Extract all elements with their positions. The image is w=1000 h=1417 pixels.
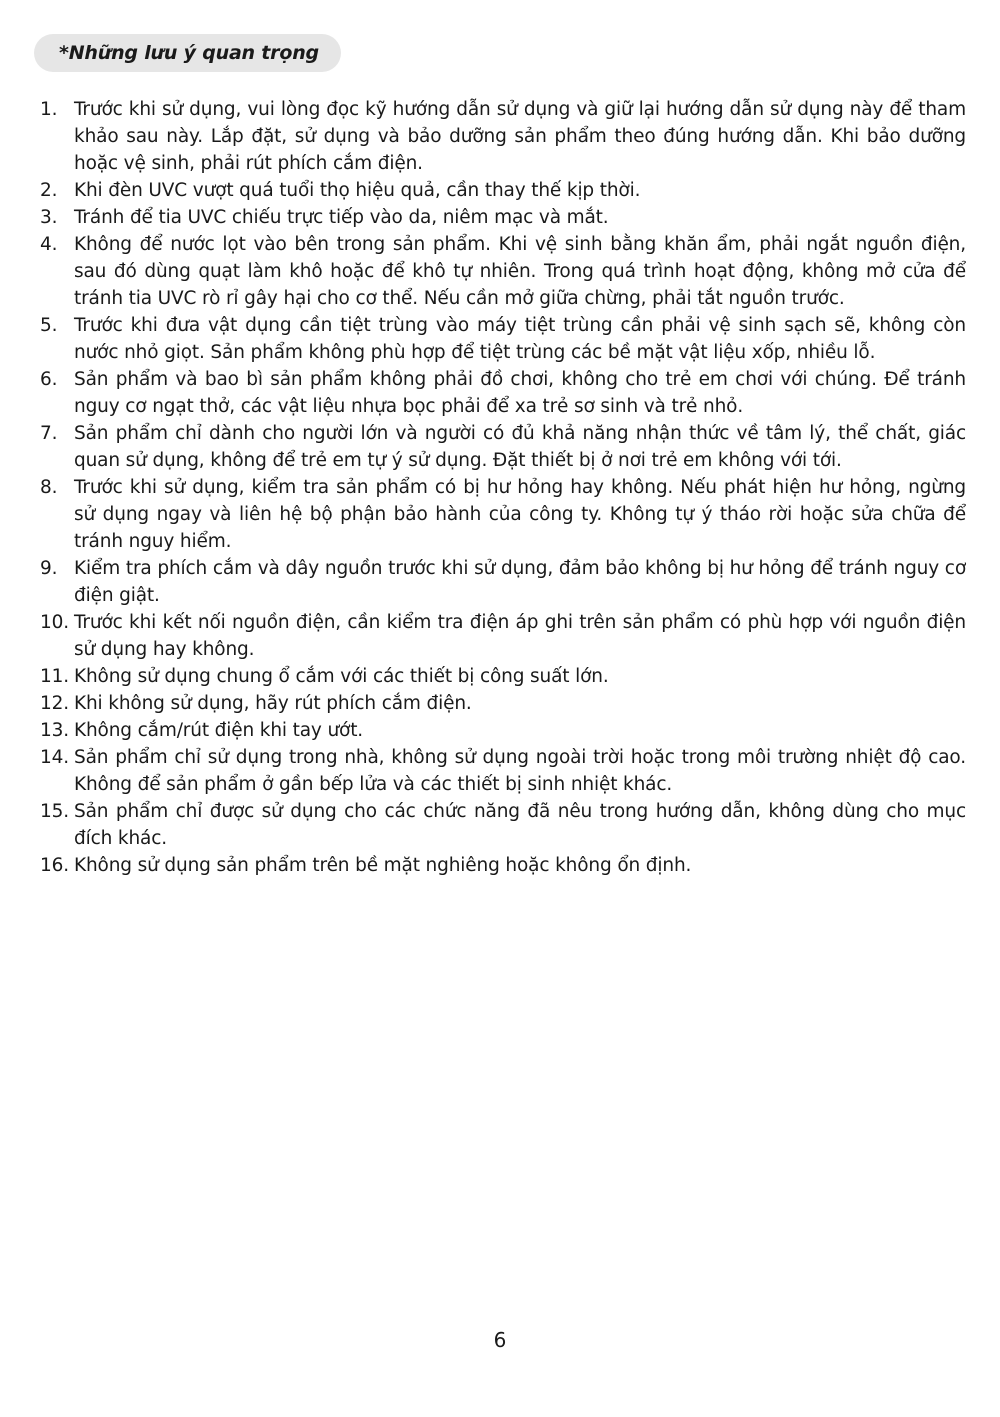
note-item-14	[40, 744, 966, 798]
note-item-9	[40, 555, 966, 609]
note-number: 13.	[40, 720, 69, 741]
note-item-10	[40, 609, 966, 663]
note-item-15	[40, 798, 966, 852]
note-text: Sản phẩm chỉ dành cho người lớn và người có đủ khả năng nhận thức về tâm lý, thể chất, giác quan sử dụng, không để trẻ em tự ý sử dụng. Đặt thiết bị ở nơi trẻ em không với tới.	[74, 423, 966, 471]
note-number: 9.	[40, 558, 58, 579]
note-item-8	[40, 474, 966, 555]
note-item-3	[40, 204, 966, 231]
note-item-13	[40, 717, 966, 744]
note-text: Không sử dụng sản phẩm trên bề mặt nghiêng hoặc không ổn định.	[74, 855, 692, 876]
note-text: Tránh để tia UVC chiếu trực tiếp vào da, niêm mạc và mắt.	[74, 207, 609, 228]
note-text: Trước khi đưa vật dụng cần tiệt trùng vào máy tiệt trùng cần phải vệ sinh sạch sẽ, không còn nước nhỏ giọt. Sản phẩm không phù hợp để tiệt trùng các bề mặt vật liệu xốp, nhiều lỗ.	[74, 315, 966, 363]
note-text: Trước khi kết nối nguồn điện, cần kiểm tra điện áp ghi trên sản phẩm có phù hợp với nguồn điện sử dụng hay không.	[74, 612, 966, 660]
note-number: 2.	[40, 180, 58, 201]
note-number: 16.	[40, 855, 69, 876]
note-item-12	[40, 690, 966, 717]
note-item-6	[40, 366, 966, 420]
note-text: Trước khi sử dụng, vui lòng đọc kỹ hướng dẫn sử dụng và giữ lại hướng dẫn sử dụng này để tham khảo sau này. Lắp đặt, sử dụng và bảo dưỡng sản phẩm theo đúng hướng dẫn. Khi bảo dưỡng hoặc vệ sinh, phải rút phích cắm điện.	[74, 99, 966, 174]
note-number: 5.	[40, 315, 58, 336]
important-notes-list	[40, 96, 966, 879]
note-item-7	[40, 420, 966, 474]
note-text: Không sử dụng chung ổ cắm với các thiết bị công suất lớn.	[74, 666, 609, 687]
note-text: Không cắm/rút điện khi tay ướt.	[74, 720, 364, 741]
note-text: Không để nước lọt vào bên trong sản phẩm. Khi vệ sinh bằng khăn ẩm, phải ngắt nguồn điện, sau đó dùng quạt làm khô hoặc để khô tự nhiên. Trong quá trình hoạt động, không mở cửa để tránh tia UVC rò rỉ gây hại cho cơ thể. Nếu cần mở giữa chừng, phải tắt nguồn trước.	[74, 234, 966, 309]
note-number: 12.	[40, 693, 69, 714]
note-text: Sản phẩm chỉ được sử dụng cho các chức năng đã nêu trong hướng dẫn, không dùng cho mục đích khác.	[74, 801, 966, 849]
note-item-2	[40, 177, 966, 204]
note-item-16	[40, 852, 966, 879]
note-text: Sản phẩm và bao bì sản phẩm không phải đồ chơi, không cho trẻ em chơi với chúng. Để tránh nguy cơ ngạt thở, các vật liệu nhựa bọc phải để xa trẻ sơ sinh và trẻ nhỏ.	[74, 369, 966, 417]
note-number: 3.	[40, 207, 58, 228]
note-number: 7.	[40, 423, 58, 444]
note-number: 15.	[40, 801, 69, 822]
note-item-4	[40, 231, 966, 312]
note-number: 8.	[40, 477, 58, 498]
note-number: 4.	[40, 234, 58, 255]
note-text: Khi không sử dụng, hãy rút phích cắm điện.	[74, 693, 472, 714]
note-text: Sản phẩm chỉ sử dụng trong nhà, không sử dụng ngoài trời hoặc trong môi trường nhiệt độ cao. Không để sản phẩm ở gần bếp lửa và các thiết bị sinh nhiệt khác.	[74, 747, 966, 795]
note-item-11	[40, 663, 966, 690]
note-item-5	[40, 312, 966, 366]
important-notes-heading: *Những lưu ý quan trọng	[34, 34, 341, 72]
note-number: 10.	[40, 612, 69, 633]
page-number: 6	[493, 1328, 507, 1352]
note-text: Trước khi sử dụng, kiểm tra sản phẩm có bị hư hỏng hay không. Nếu phát hiện hư hỏng, ngừng sử dụng ngay và liên hệ bộ phận bảo hành của công ty. Không tự ý tháo rời hoặc sửa chữa để tránh nguy hiểm.	[74, 477, 966, 552]
note-number: 11.	[40, 666, 69, 687]
note-text: Kiểm tra phích cắm và dây nguồn trước khi sử dụng, đảm bảo không bị hư hỏng để tránh nguy cơ điện giật.	[74, 558, 966, 606]
note-item-1	[40, 96, 966, 177]
note-number: 6.	[40, 369, 58, 390]
note-text: Khi đèn UVC vượt quá tuổi thọ hiệu quả, cần thay thế kịp thời.	[74, 180, 641, 201]
note-number: 1.	[40, 99, 58, 120]
note-number: 14.	[40, 747, 69, 768]
